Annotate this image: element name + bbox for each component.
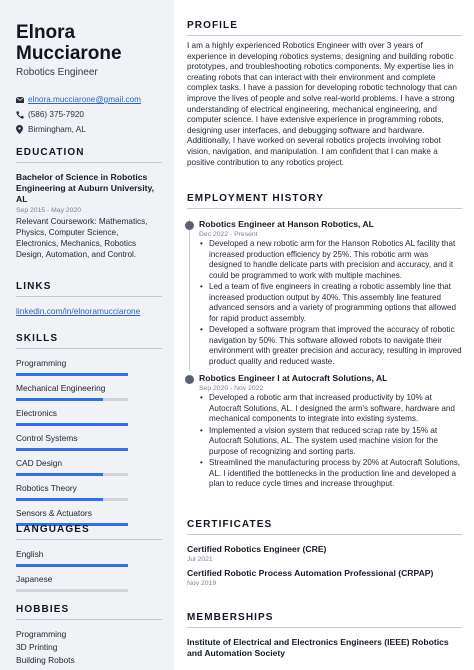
education-heading: EDUCATION <box>16 147 162 163</box>
skill-level-bar <box>16 398 128 401</box>
location-text: Birmingham, AL <box>28 125 86 134</box>
job-bullet: • Developed a robotic arm that increased productivity by 10% at Autocraft Solutions, AL. I designed the arm's software, hardware and mechanical components to integrate into existing systems. <box>199 393 462 425</box>
job-bullet: • Developed a new robotic arm for the Hanson Robotics AL facility that increased production efficiency by 25%. This robotic arm was designed to handle delicate parts with precision and accuracy, and it could be programmed to work with multiple machines. <box>199 239 462 281</box>
sidebar <box>0 0 174 670</box>
language-item <box>16 548 162 567</box>
language-level-bar <box>16 564 128 567</box>
last-name: Mucciarone <box>16 43 122 64</box>
profile-text: I am a highly experienced Robotics Engineer with over 3 years of experience in developing robotics systems, designing and building robotic prototypes, and troubleshooting robotics components. My expertise lies in creating robots that can interact with their environment and complete complex tasks. I have a passion for developing robotic technology that can improve the lives of people and solve real-world problems. I have a strong understanding of electrical engineering, mechanical engineering, and computer science. I have extensive experience in programming robots, designing user interfaces, and debugging software and hardware. Additionally, I have worked on several robotics projects involving robot vision, navigation, and manipulation. I am confident that I can make a positive contribution to any robotics project. <box>187 41 457 167</box>
skill-label: Programming <box>16 358 67 368</box>
hobby-item: 3D Printing <box>16 642 58 652</box>
languages-heading: LANGUAGES <box>16 524 162 540</box>
certificate-date: Jul 2021 <box>187 556 213 563</box>
contact-list <box>16 93 158 136</box>
level-fill <box>16 448 128 451</box>
membership-item: Institute of Electrical and Electronics Engineers (IEEE) Robotics and Automation Society <box>187 637 449 658</box>
hobby-item: Building Robots <box>16 655 75 665</box>
hobby-item: Programming <box>16 629 67 639</box>
skill-item <box>16 457 162 476</box>
job-title-text: Robotics Engineer I at Autocraft Solutions, AL <box>199 373 388 383</box>
job-bullet: • Led a team of five engineers in creating a robotic assembly line that increased production output by 40%. This assembly line featured advanced sensors and a variety of programming options that allowed for rapid product assembly. <box>199 282 462 324</box>
certificate-item <box>187 568 462 587</box>
skill-level-bar <box>16 498 128 501</box>
level-fill <box>16 473 103 476</box>
phone-icon <box>16 111 28 119</box>
job-bullet: • Streamlined the manufacturing process by 20% at Autocraft Solutions, AL. I identified the bottlenecks in the production line and developed a plan to reduce cycle times and increase throughput. <box>199 458 462 490</box>
skill-level-bar <box>16 473 128 476</box>
job-dates: Sep 2020 - Nov 2022 <box>199 385 264 392</box>
map-pin-icon <box>16 125 28 134</box>
languages-list <box>16 548 162 592</box>
job-bullet: • Developed a software program that improved the accuracy of robotic navigation by 50%. This software allowed robots to navigate their environment with greater precision and accuracy, resulting in improved product quality and reduced waste. <box>199 325 462 367</box>
timeline-dot <box>185 221 194 230</box>
certificate-title: Certified Robotic Process Automation Professional (CRPAP) <box>187 568 434 578</box>
hobbies-section <box>16 604 162 667</box>
hobbies-list <box>16 628 162 667</box>
phone-text: (586) 375-7920 <box>28 110 84 119</box>
certificates-section <box>187 519 462 587</box>
contact-email <box>16 93 158 106</box>
level-fill <box>16 423 128 426</box>
skill-level-bar <box>16 423 128 426</box>
level-fill <box>16 564 128 567</box>
education-degree: Bachelor of Science in Robotics Engineering at Auburn University, AL <box>16 172 154 204</box>
links-section <box>16 281 162 316</box>
skill-label: CAD Design <box>16 458 63 468</box>
level-fill <box>16 398 103 401</box>
education-dates: Sep 2015 - May 2020 <box>16 207 81 214</box>
timeline-dot <box>185 375 194 384</box>
skill-level-bar <box>16 448 128 451</box>
job-entry <box>189 373 462 490</box>
language-item <box>16 573 162 592</box>
job-title: Robotics Engineer <box>16 67 98 78</box>
skills-section <box>16 333 162 532</box>
linkedin-link[interactable]: linkedin.com/in/elnoramucciarone <box>16 306 141 316</box>
skill-label: Sensors & Actuators <box>16 508 92 518</box>
skill-item <box>16 482 162 501</box>
job-bullet: • Implemented a vision system that reduced scrap rate by 15% at Autocraft Solutions, AL. The system used machine vision for the purpose of recognizing and sorting parts. <box>199 426 462 458</box>
skill-label: Robotics Theory <box>16 483 77 493</box>
language-label: Japanese <box>16 574 53 584</box>
skill-item <box>16 432 162 451</box>
education-coursework: Relevant Coursework: Mathematics, Physics, Computer Science, Electronics, Mechanics, Robotics Design, Automation, and Control. <box>16 217 148 259</box>
skill-level-bar <box>16 373 128 376</box>
skill-label: Control Systems <box>16 433 78 443</box>
first-name: Elnora <box>16 22 76 43</box>
job-entry <box>189 219 462 371</box>
contact-phone <box>16 108 158 121</box>
job-title-text: Robotics Engineer at Hanson Robotics, AL <box>199 219 374 229</box>
skills-heading: SKILLS <box>16 333 162 349</box>
skill-label: Electronics <box>16 408 57 418</box>
profile-section <box>187 20 462 168</box>
language-label: English <box>16 549 44 559</box>
links-heading: LINKS <box>16 281 162 297</box>
certificate-item <box>187 544 462 563</box>
email-link[interactable]: elnora.mucciarone@gmail.com <box>28 95 141 104</box>
education-section <box>16 147 162 260</box>
level-fill <box>16 498 103 501</box>
job-dates: Dec 2022 - Present <box>199 231 258 238</box>
certificate-title: Certified Robotics Engineer (CRE) <box>187 544 327 554</box>
skill-item <box>16 357 162 376</box>
memberships-heading: MEMBERSHIPS <box>187 612 462 628</box>
profile-heading: PROFILE <box>187 20 462 36</box>
skill-item <box>16 407 162 426</box>
language-level-bar <box>16 589 128 592</box>
skills-list <box>16 357 162 526</box>
skill-label: Mechanical Engineering <box>16 383 106 393</box>
employment-section <box>187 193 462 490</box>
level-fill <box>16 373 128 376</box>
envelope-icon <box>16 97 28 103</box>
skill-item <box>16 382 162 401</box>
hobbies-heading: HOBBIES <box>16 604 162 620</box>
certificate-date: Nov 2019 <box>187 580 217 587</box>
contact-location <box>16 123 158 136</box>
languages-section <box>16 524 162 598</box>
employment-heading: EMPLOYMENT HISTORY <box>187 193 462 209</box>
memberships-section <box>187 612 462 659</box>
certificates-heading: CERTIFICATES <box>187 519 462 535</box>
